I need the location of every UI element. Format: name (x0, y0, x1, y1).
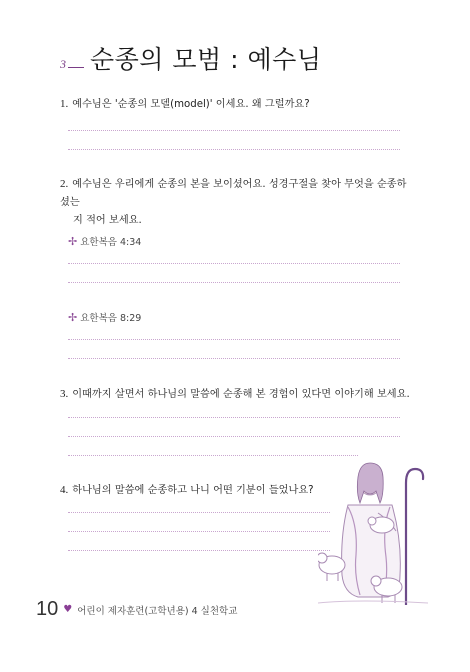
answer-line[interactable] (68, 550, 330, 551)
answer-line[interactable] (68, 512, 330, 513)
answer-line[interactable] (68, 130, 400, 131)
question-4 (60, 481, 314, 500)
question-1 (60, 95, 310, 114)
question-text: 예수님은 '순종의 모델(model)' 이세요. 왜 그럴까요? (72, 99, 310, 110)
cross-icon: ✢ (68, 310, 78, 324)
title-dash (68, 67, 84, 68)
question-number: 4. (60, 484, 69, 496)
answer-line[interactable] (68, 149, 400, 150)
page-footer (36, 598, 237, 621)
reference-1 (68, 234, 141, 248)
answer-line[interactable] (68, 531, 330, 532)
question-text-cont: 지 적어 보세요. (73, 215, 142, 226)
footer-text: 어린이 제자훈련(고학년용) 4 실천학교 (77, 605, 238, 617)
question-number: 3. (60, 388, 69, 400)
answer-line[interactable] (68, 263, 400, 264)
question-number: 1. (60, 98, 69, 110)
page-title: 순종의 모범 : 예수님 (90, 45, 322, 74)
jesus-shepherd-icon (318, 455, 428, 605)
answer-line[interactable] (68, 455, 358, 456)
section-number: 3 (60, 57, 66, 71)
section-title (60, 40, 321, 76)
cross-icon: ✢ (68, 234, 78, 248)
question-3 (60, 385, 410, 404)
answer-line[interactable] (68, 339, 400, 340)
reference-text: 요한복음 4:34 (80, 237, 142, 248)
answer-line[interactable] (68, 436, 400, 437)
question-text: 하나님의 말씀에 순종하고 나니 어떤 기분이 들었나요? (72, 485, 314, 496)
question-number: 2. (60, 178, 69, 190)
answer-line[interactable] (68, 417, 400, 418)
reference-text: 요한복음 8:29 (80, 313, 142, 324)
heart-icon: ♥ (63, 604, 73, 615)
answer-line[interactable] (68, 282, 400, 283)
answer-line[interactable] (68, 358, 400, 359)
page-number: 10 (36, 598, 59, 620)
question-text: 예수님은 우리에게 순종의 본을 보이셨어요. 성경구절을 찾아 무엇을 순종하셨는 (60, 179, 407, 208)
question-2 (60, 175, 410, 230)
question-text: 이때까지 살면서 하나님의 말씀에 순종해 본 경험이 있다면 이야기해 보세요. (72, 389, 410, 400)
reference-2 (68, 310, 141, 324)
